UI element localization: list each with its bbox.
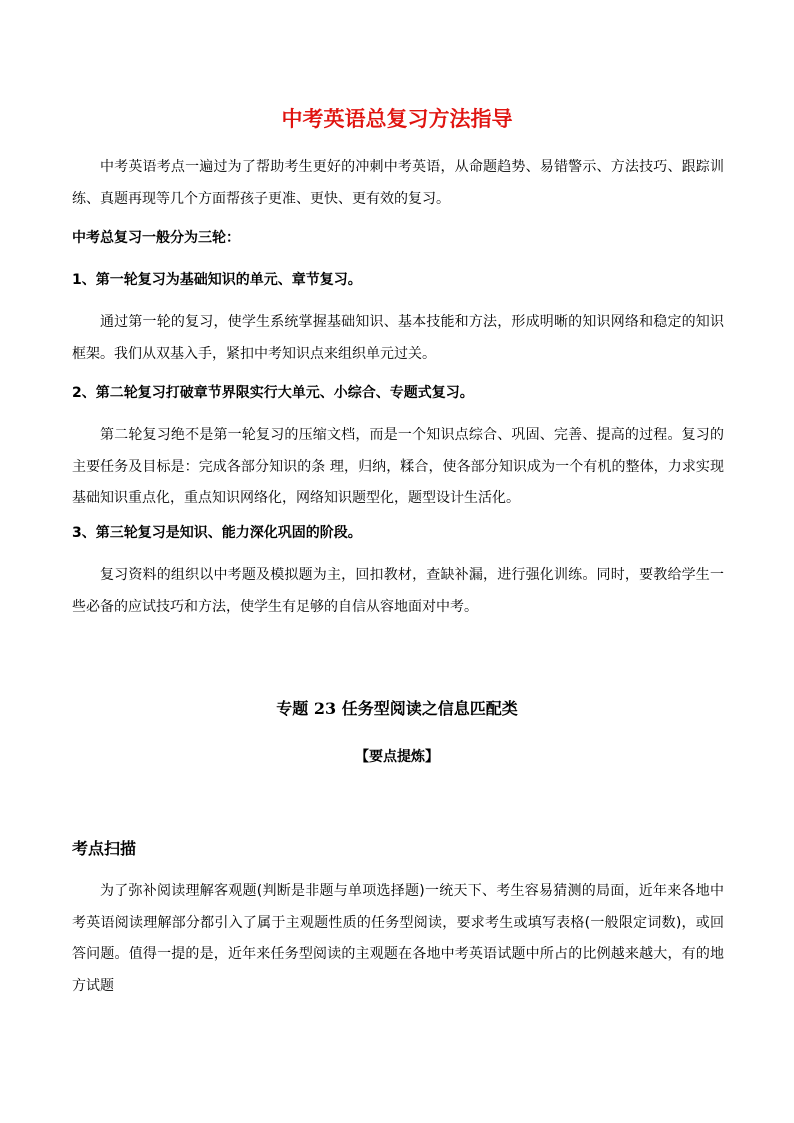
rounds-heading: 中考总复习一般分为三轮： [72, 230, 240, 246]
scan-heading: 考点扫描 [72, 839, 137, 858]
scan-paragraph: 为了弥补阅读理解客观题(判断是非题与单项选择题)一统天下、考生容易猜测的局面，近年来各地中考英语阅读理解部分都引入了属于主观题性质的任务型阅读，要求考生或填写表格(一般限定词数)，或回答问题。值得一提的是，近年来任务型阅读的主观题在各地中考英语试题中所占的比例越来越大，有的地方试题 [72, 883, 724, 994]
key-points-tag: 【要点提炼】 [355, 749, 439, 765]
intro-paragraph: 中考英语考点一遍过为了帮助考生更好的冲刺中考英语，从命题趋势、易错警示、方法技巧、跟踪训练、真题再现等几个方面帮孩子更准、更快、更有效的复习。 [72, 159, 724, 207]
round2-heading: 2、第二轮复习打破章节界限实行大单元、小综合、专题式复习。 [72, 385, 474, 401]
round2-paragraph: 第二轮复习绝不是第一轮复习的压缩文档，而是一个知识点综合、巩固、完善、提高的过程。复习的主要任务及目标是：完成各部分知识的条 理，归纳，糅合，使各部分知识成为一个有机的整体，力求实现基础知识重点化，重点知识网络化，网络知识题型化，题型设计生活化。 [72, 427, 724, 506]
document-title: 中考英语总复习方法指导 [281, 107, 513, 131]
round3-paragraph: 复习资料的组织以中考题及模拟题为主，回扣教材，查缺补漏，进行强化训练。同时，要教给学生一些必备的应试技巧和方法，使学生有足够的自信从容地面对中考。 [72, 567, 724, 615]
topic-title: 专题 23 任务型阅读之信息匹配类 [276, 699, 518, 718]
round1-heading: 1、第一轮复习为基础知识的单元、章节复习。 [72, 272, 362, 288]
round1-paragraph: 通过第一轮的复习，使学生系统掌握基础知识、基本技能和方法，形成明晰的知识网络和稳定的知识框架。我们从双基入手，紧扣中考知识点来组织单元过关。 [72, 314, 724, 362]
round3-heading: 3、第三轮复习是知识、能力深化巩固的阶段。 [72, 525, 362, 541]
